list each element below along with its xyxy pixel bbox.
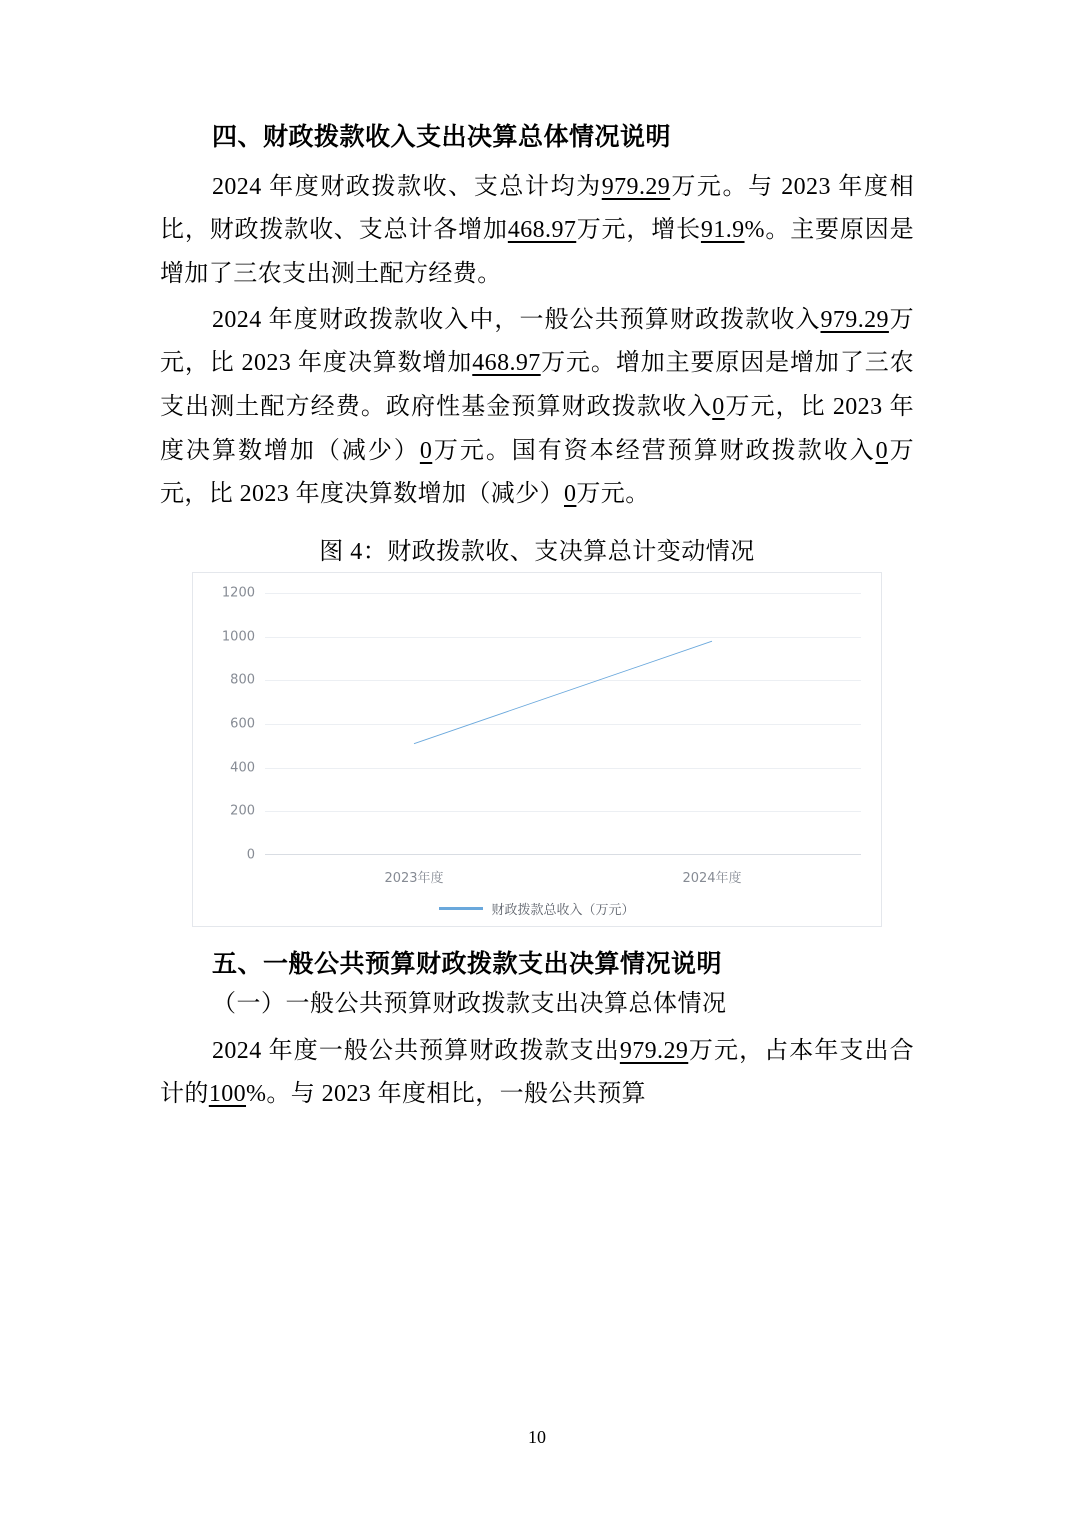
s5-p1-text-a: 2024 年度一般公共预算财政拨款支出 — [212, 1037, 620, 1064]
s4-p2-value-general-increase: 468.97 — [472, 350, 541, 377]
chart-ytick-200: 200 — [230, 803, 255, 819]
chart-ytick-1200: 1200 — [221, 585, 255, 601]
page-number: 10 — [528, 1427, 546, 1447]
s4-p1-value-increase: 468.97 — [507, 217, 577, 244]
s4-p2-value-fund-change: 0 — [419, 437, 433, 464]
s4-p2-text-a: 2024 年度财政拨款收入中，一般公共预算财政拨款收入 — [212, 306, 821, 333]
chart-xtick-2024: 2024年度 — [682, 870, 742, 886]
s4-p1-value-total: 979.29 — [601, 173, 671, 200]
s4-p1-text-d: %。主要原因是增加了三农支出测土配方经费。 — [160, 217, 914, 287]
chart-xtick-2023: 2023年度 — [384, 870, 444, 886]
s4-p2-value-capital-change: 0 — [564, 481, 577, 508]
figure-4-title: 图 4：财政拨款收、支决算总计变动情况 — [319, 538, 755, 565]
s5-p1-text-c: %。与 2023 年度相比，一般公共预算 — [246, 1081, 647, 1108]
chart-ytick-1000: 1000 — [221, 629, 255, 645]
s4-p2-text-c: 万元。增加主要原因是增加了三农支出测土配方经费。政府性基金预算财政拨款收入 — [160, 350, 914, 420]
s4-p2-text-g: 万元。 — [576, 481, 650, 508]
section-4-paragraph-2 — [160, 299, 914, 517]
s5-p1-value-percent: 100 — [208, 1081, 247, 1108]
s4-p1-text-b: 万元。与 2023 年度相比，财政拨款收、支总计各增加 — [160, 173, 914, 244]
chart-ytick-600: 600 — [230, 716, 255, 732]
section-5-subheading: （一）一般公共预算财政拨款支出决算总体情况 — [212, 991, 727, 1018]
s4-p2-text-e: 万元。国有资本经营预算财政拨款收入 — [432, 437, 876, 464]
section-4-paragraph-1 — [160, 166, 914, 297]
s4-p2-text-f: 万元，比 2023 年度决算数增加（减少） — [160, 437, 915, 508]
s4-p2-text-b: 万元，比 2023 年度决算数增加 — [160, 306, 914, 377]
chart-legend — [203, 899, 871, 918]
s4-p1-value-growth: 91.9 — [700, 217, 745, 244]
chart-legend-label: 财政拨款总收入（万元） — [491, 902, 635, 918]
s4-p2-value-capital-income: 0 — [875, 437, 889, 464]
s4-p2-value-general-income: 979.29 — [820, 306, 889, 333]
chart-ytick-800: 800 — [230, 672, 255, 688]
section-4-heading: 四、财政拨款收入支出决算总体情况说明 — [212, 122, 672, 151]
figure-4-chart — [192, 572, 882, 927]
chart-line-series — [265, 593, 861, 855]
s4-p2-text-d: 万元，比 2023 年度决算数增加（减少） — [160, 393, 914, 464]
chart-legend-swatch — [439, 907, 483, 910]
s5-p1-text-b: 万元，占本年支出合计的 — [160, 1037, 914, 1108]
s4-p1-text-a: 2024 年度财政拨款收、支总计均为 — [212, 173, 602, 200]
section-5-paragraph-1 — [160, 1030, 914, 1117]
chart-plot — [221, 585, 861, 886]
chart-ytick-400: 400 — [230, 760, 255, 776]
section-5-heading: 五、一般公共预算财政拨款支出决算情况说明 — [212, 948, 723, 978]
s5-p1-value-expenditure: 979.29 — [619, 1037, 689, 1064]
s4-p2-value-fund-income: 0 — [712, 393, 725, 420]
chart-area — [203, 585, 871, 885]
chart-ytick-0: 0 — [246, 847, 255, 863]
s4-p1-text-c: 万元，增长 — [576, 217, 701, 244]
